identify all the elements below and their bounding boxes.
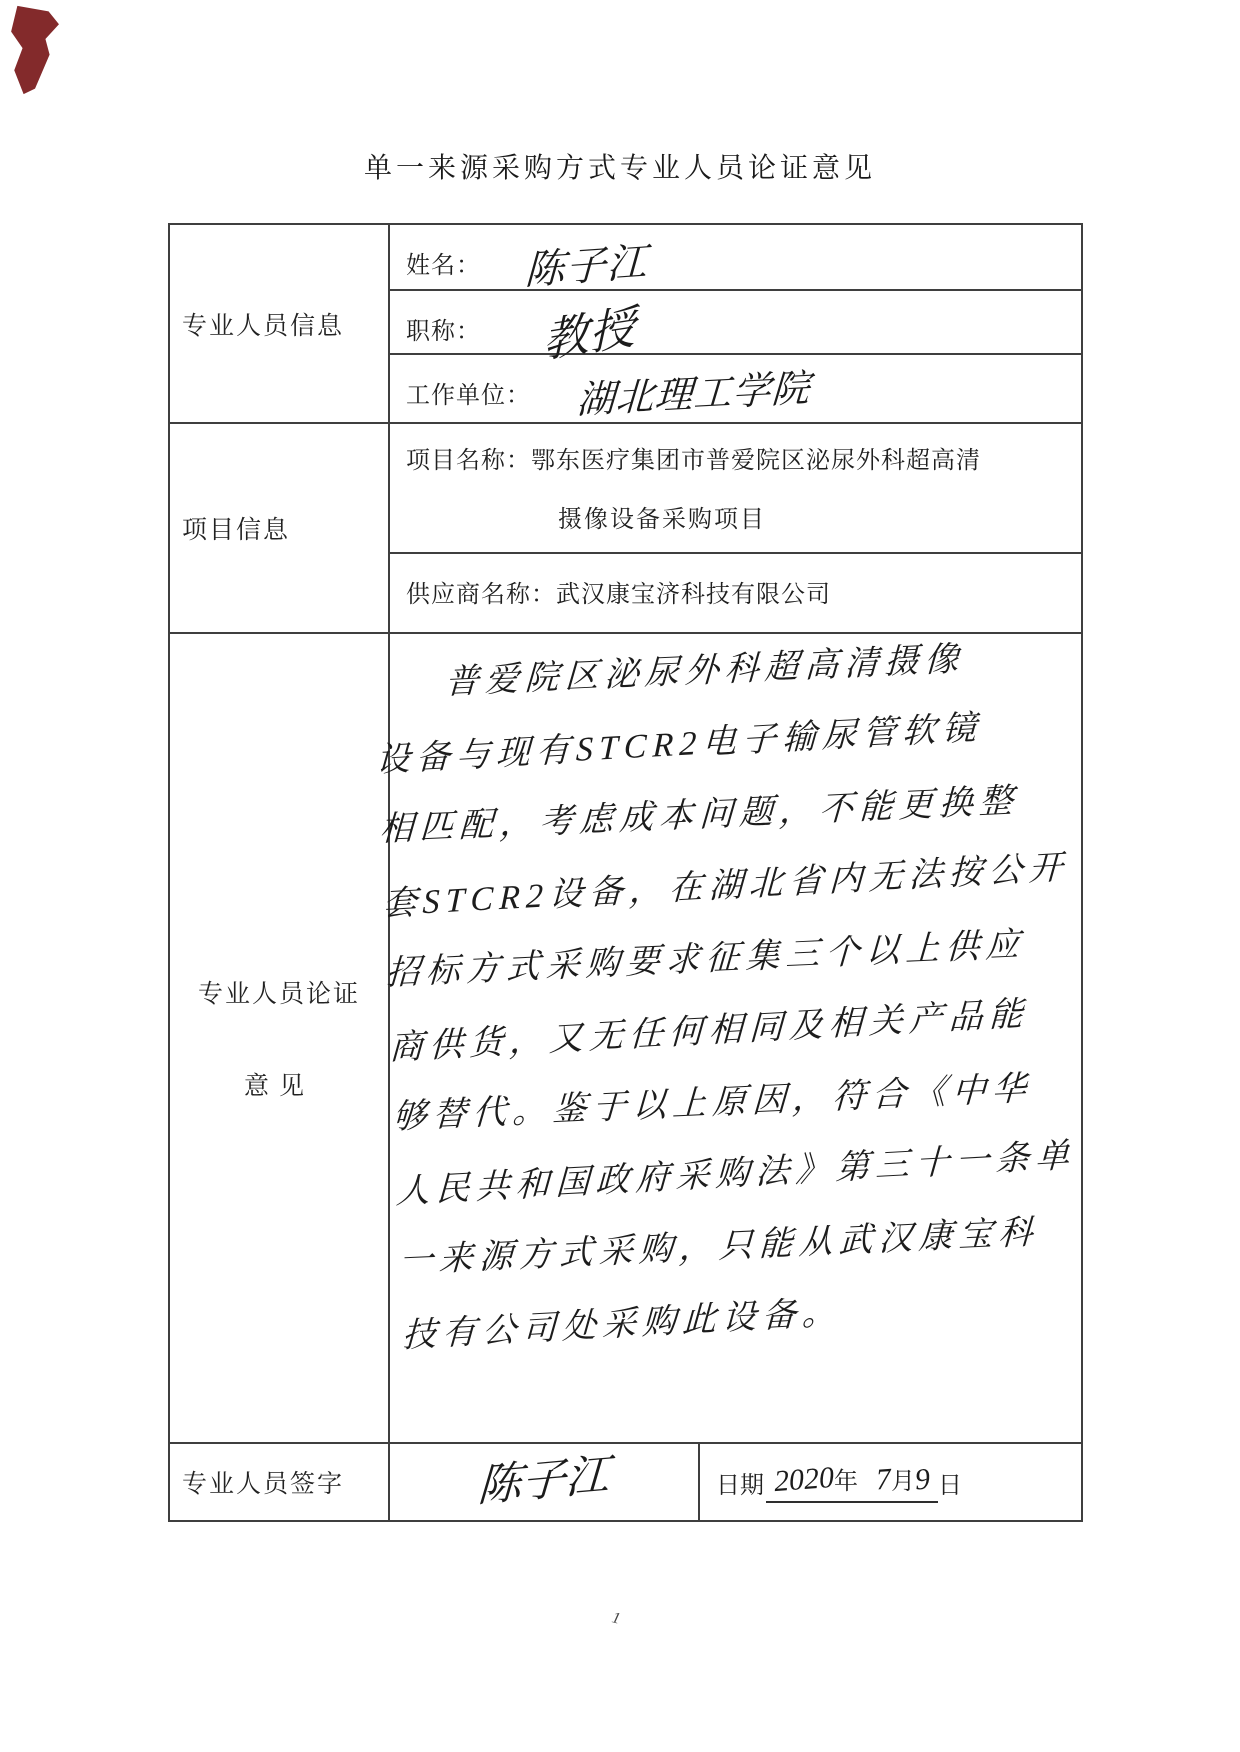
opinion-handwritten-block	[371, 621, 1076, 1370]
date-month-handwritten: 7	[874, 1462, 893, 1497]
name-handwritten-value: 陈子江	[524, 239, 649, 294]
job-title-label: 职称：	[406, 319, 481, 345]
field-project-name	[390, 424, 1081, 554]
field-signature	[390, 1444, 700, 1520]
work-unit-label: 工作单位：	[406, 383, 531, 409]
field-name	[390, 225, 1081, 294]
field-work-unit	[390, 355, 1081, 424]
project-name-label: 项目名称：	[406, 448, 531, 474]
job-title-handwritten-value: 教授	[542, 301, 637, 368]
date-day-suffix: 日	[938, 1472, 962, 1499]
section-label-opinion	[170, 634, 390, 1444]
opinion-line: 一来源方式采购，只能从武汉康宝科	[398, 1214, 1040, 1281]
field-job-title	[390, 291, 1081, 368]
project-name-line1	[390, 424, 1081, 475]
document-title: 单一来源采购方式专业人员论证意见	[363, 153, 876, 184]
supplier-label: 供应商名称：	[406, 582, 556, 608]
opinion-line: 相匹配，考虑成本问题，不能更换整	[378, 782, 1020, 849]
certification-form-table	[168, 223, 1083, 1522]
project-name-value-line1: 鄂东医疗集团市普爱院区泌尿外科超高清	[531, 448, 981, 474]
field-date	[700, 1444, 1081, 1520]
section-label-personnel-info	[170, 225, 390, 424]
field-supplier-name	[390, 554, 1081, 634]
name-label: 姓名：	[406, 253, 481, 279]
supplier-line	[390, 554, 1081, 609]
opinion-label-line2: 意见	[243, 1073, 314, 1100]
section-label-project-info-text: 项目信息	[182, 517, 291, 544]
supplier-value: 武汉康宝济科技有限公司	[556, 582, 831, 608]
opinion-label-line1: 专业人员论证	[197, 981, 360, 1008]
opinion-line: 招标方式采购要求征集三个以上供应	[385, 926, 1027, 993]
scan-corner-artifact	[8, 4, 60, 96]
signature-label-text: 专业人员签字	[182, 1471, 345, 1498]
field-opinion	[375, 634, 1081, 1444]
page-number: 1	[610, 1609, 623, 1628]
project-name-line2: 摄像设备采购项目	[558, 507, 766, 533]
section-label-project-info	[170, 424, 390, 634]
opinion-line: 商供货，又无任何相同及相关产品能	[388, 995, 1030, 1068]
date-month-suffix: 月	[891, 1469, 915, 1495]
opinion-line: 够替代。鉴于以上原因，符合《中华	[391, 1070, 1033, 1137]
date-underlined-group	[766, 1461, 938, 1503]
section-label-personnel-info-text: 专业人员信息	[182, 312, 345, 340]
date-label: 日期	[716, 1472, 764, 1499]
date-day-handwritten: 9	[913, 1462, 932, 1497]
date-year-handwritten: 2020	[772, 1460, 836, 1499]
opinion-line: 人民共和国政府采购法》第三十一条单	[395, 1137, 1076, 1212]
work-unit-handwritten-value: 湖北理工学院	[575, 367, 812, 423]
opinion-line: 技有公司处采购此设备。	[401, 1294, 843, 1355]
signature-handwritten-value: 陈子江	[476, 1450, 611, 1512]
section-label-signature	[170, 1444, 390, 1520]
opinion-line: 普爱院区泌尿外科超高清摄像	[444, 640, 966, 702]
opinion-line: 套STCR2设备，在湖北省内无法按公开	[382, 849, 1070, 924]
date-year-suffix: 年	[834, 1469, 858, 1495]
opinion-line: 设备与现有STCR2电子输尿管软镜	[375, 709, 983, 780]
